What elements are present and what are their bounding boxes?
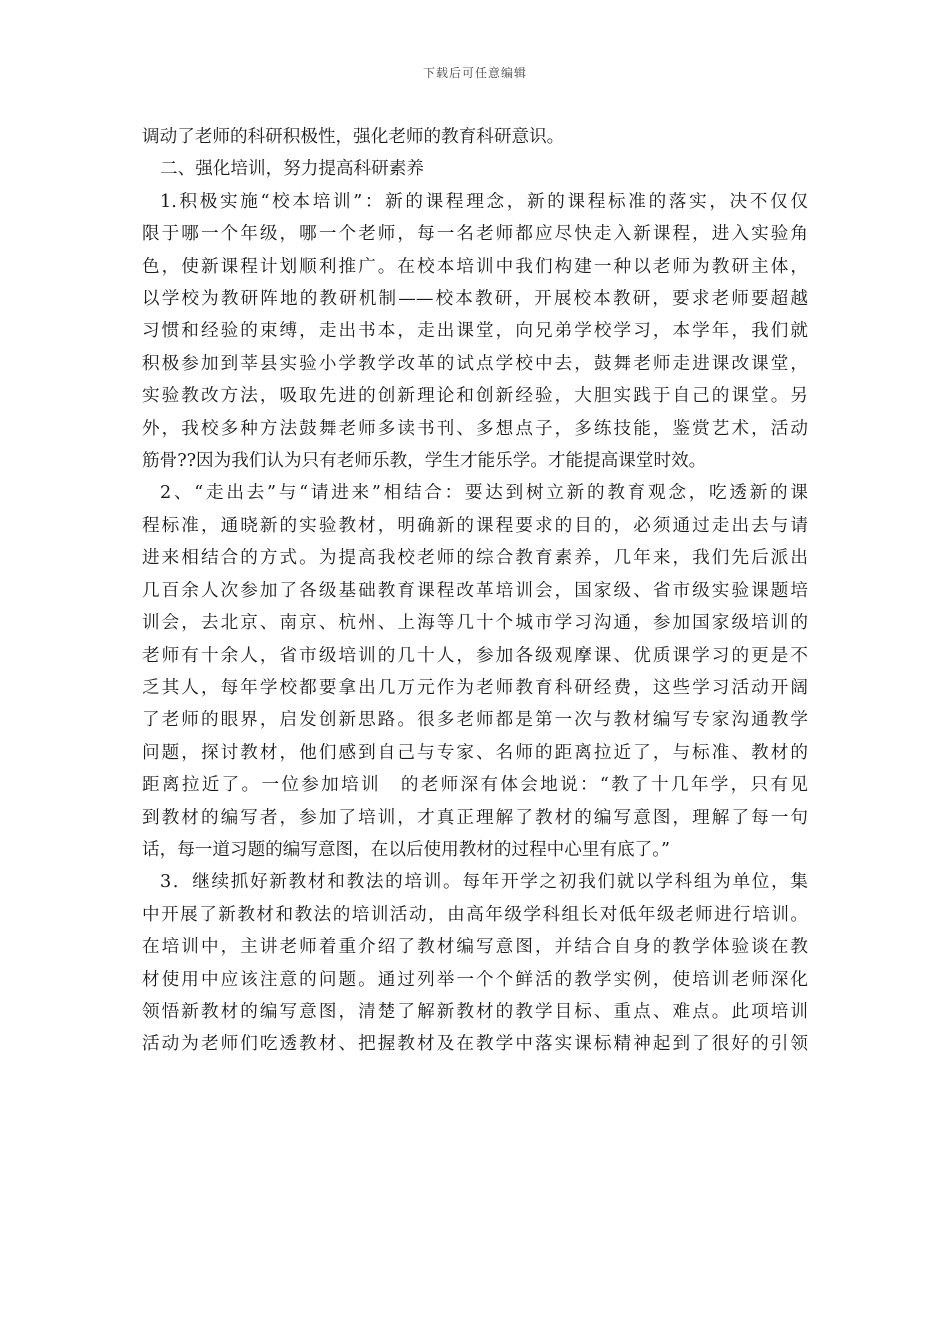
text-line: 活动为老师们吃透教材、把握教材及在教学中落实课标精神起到了很好的引领 (142, 1034, 808, 1055)
text-line: 进来相结合的方式。为提高我校老师的综合教育素养，几年来，我们先后派出 (142, 548, 808, 569)
text-line: 领悟新教材的编写意图，清楚了解新教材的教学目标、重点、难点。此项培训 (142, 1001, 808, 1022)
page-header-note: 下载后可任意编辑 (422, 66, 527, 80)
text-line: 习惯和经验的束缚，走出书本，走出课堂，向兄弟学校学习，本学年，我们就 (142, 321, 808, 342)
text-line: 二、强化培训，努力提高科研素养 (160, 159, 424, 180)
text-line: 了老师的眼界，启发创新思路。很多老师都是第一次与教材编写专家沟通教学 (142, 710, 808, 731)
text-line: 2、“走出去”与“请进来”相结合：要达到树立新的教育观念，吃透新的课 (160, 483, 808, 504)
text-line: 话，每一道习题的编写意图，在以后使用教材的过程中心里有底了。” (142, 839, 671, 860)
text-line: 外，我校多种方法鼓舞老师多读书刊、多想点子，多练技能，鉴赏艺术，活动 (142, 418, 808, 439)
text-line: 中开展了新教材和教法的培训活动，由高年级学科组长对低年级老师进行培训。 (142, 904, 808, 925)
text-line: 实验教改方法，吸取先进的创新理论和创新经验，大胆实践于自己的课堂。另 (142, 386, 808, 407)
text-line: 材使用中应该注意的问题。通过列举一个个鲜活的教学实例，使培训老师深化 (142, 969, 808, 990)
text-line: 程标准，通晓新的实验教材，明确新的课程要求的目的，必须通过走出去与请 (142, 515, 808, 536)
text-line: 几百余人次参加了各级基础教育课程改革培训会，国家级、省市级实验课题培 (142, 580, 808, 601)
text-line: 调动了老师的科研积极性，强化老师的教育科研意识。 (142, 127, 565, 147)
text-line: 以学校为教研阵地的教研机制——校本教研，开展校本教研，要求老师要超越 (142, 289, 808, 310)
text-line: 到教材的编写者，参加了培训，才真正理解了教材的编写意图，理解了每一句 (142, 807, 808, 828)
text-line: 色，使新课程计划顺利推广。在校本培训中我们构建一种以老师为教研主体， (142, 256, 808, 277)
text-line: 筋骨??因为我们认为只有老师乐教，学生才能乐学。才能提高课堂时效。 (142, 451, 707, 472)
text-line: 训会，去北京、南京、杭州、上海等几十个城市学习沟通，参加国家级培训的 (142, 613, 808, 634)
text-line: 3．继续抓好新教材和教法的培训。每年开学之初我们就以学科组为单位，集 (160, 872, 808, 893)
text-line: 限于哪一个年级，哪一个老师，每一名老师都应尽快走入新课程，进入实验角 (142, 224, 808, 245)
text-line: 老师有十余人，省市级培训的几十人，参加各级观摩课、优质课学习的更是不 (142, 645, 808, 666)
text-line: 乏其人，每年学校都要拿出几万元作为老师教育科研经费，这些学习活动开阔 (142, 677, 808, 698)
text-line: 距离拉近了。一位参加培训 的老师深有体会地说：“教了十几年学，只有见 (142, 775, 808, 796)
text-line: 在培训中，主讲老师着重介绍了教材编写意图，并结合自身的教学体验谈在教 (142, 937, 808, 958)
text-line: 积极参加到莘县实验小学教学改革的试点学校中去，鼓舞老师走进课改课堂， (142, 353, 808, 374)
text-line: 1.积极实施“校本培训”：新的课程理念，新的课程标准的落实，决不仅仅 (160, 191, 808, 212)
document-body (142, 121, 808, 1061)
text-line: 问题，探讨教材，他们感到自己与专家、名师的距离拉近了，与标准、教材的 (142, 742, 808, 763)
